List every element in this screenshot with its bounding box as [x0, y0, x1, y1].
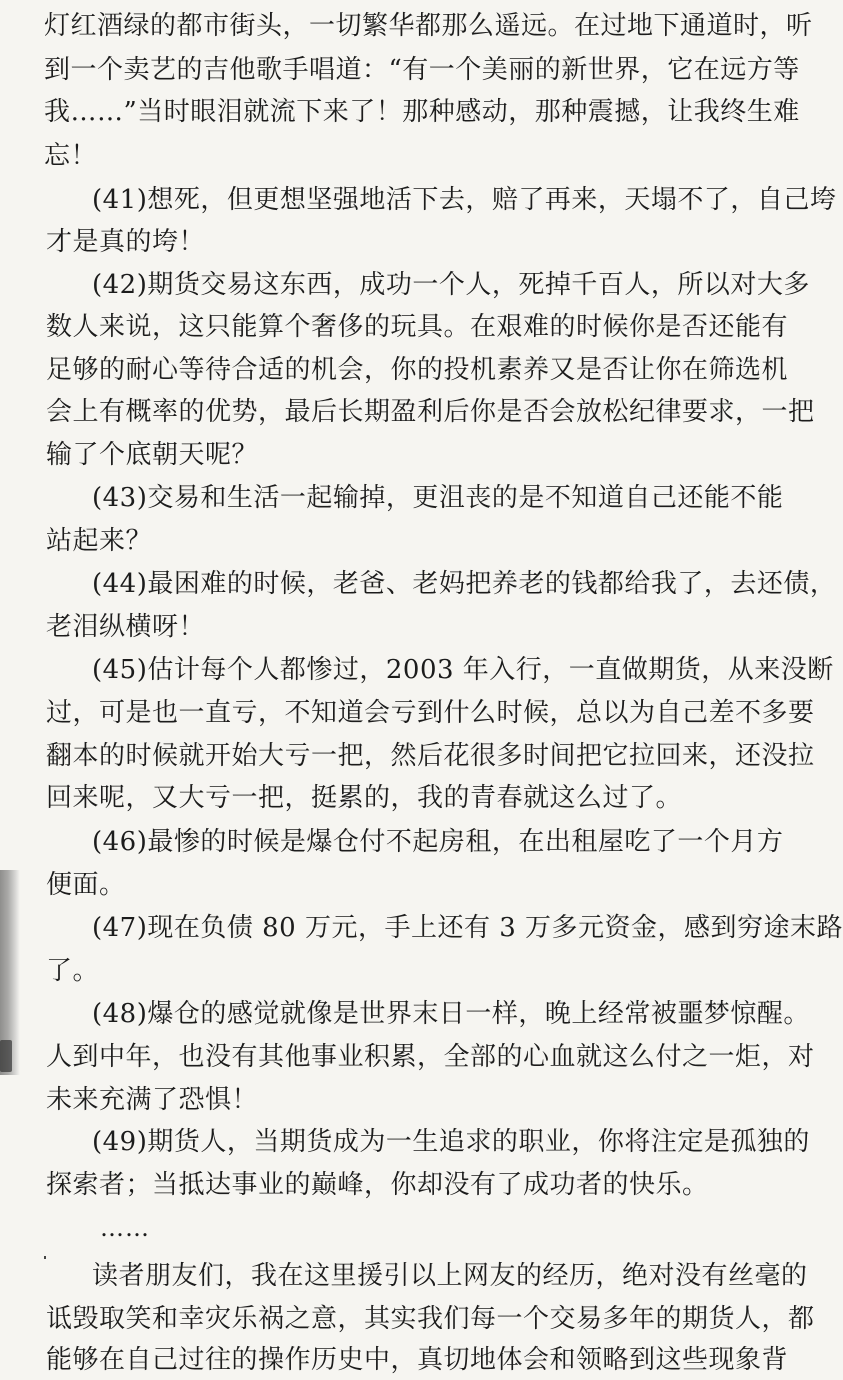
paragraph-48-line: 人到中年，也没有其他事业积累，全部的心血就这么付之一炬，对 — [46, 1042, 815, 1072]
paragraph-44-line: (44)最困难的时候，老爸、老妈把养老的钱都给我了，去还债， — [92, 569, 837, 599]
paragraph-48-line: (48)爆仓的感觉就像是世界末日一样，晚上经常被噩梦惊醒。 — [92, 999, 810, 1029]
closing-line: 读者朋友们，我在这里援引以上网友的经历，绝对没有丝毫的 — [92, 1261, 808, 1291]
paragraph-45-line: 过，可是也一直亏，不知道会亏到什么时候，总以为自己差不多要 — [46, 698, 815, 728]
paragraph-48-line: 未来充满了恐惧！ — [46, 1085, 259, 1115]
paragraph-47-line: 了。 — [46, 956, 100, 986]
paragraph-41-line: (41)想死，但更想坚强地活下去，赔了再来，天塌不了，自己垮 — [92, 185, 837, 215]
paragraph-43-line: 站起来？ — [46, 526, 153, 556]
paragraph-42-line: (42)期货交易这东西，成功一个人，死掉千百人，所以对大多 — [92, 270, 810, 300]
paragraph-45-line: 翻本的时候就开始大亏一把，然后花很多时间把它拉回来，还没拉 — [46, 741, 815, 771]
paragraph-45-line: (45)估计每个人都惨过，2003 年入行，一直做期货，从来没断 — [92, 655, 834, 685]
intro-line: 灯红酒绿的都市街头，一切繁华都那么遥远。在过地下通道时，听 — [44, 11, 813, 41]
paragraph-46-line: (46)最惨的时候是爆仓付不起房租，在出租屋吃了一个月方 — [92, 827, 784, 857]
closing-line: 诋毁取笑和幸灾乐祸之意，其实我们每一个交易多年的期货人，都 — [46, 1304, 815, 1334]
intro-line: 我……”当时眼泪就流下来了！那种感动，那种震撼，让我终生难 — [44, 97, 800, 127]
paragraph-42-line: 输了个底朝天呢？ — [46, 440, 259, 470]
intro-line: 到一个卖艺的吉他歌手唱道：“有一个美丽的新世界，它在远方等 — [44, 55, 800, 85]
intro-line: 忘！ — [44, 141, 98, 171]
paragraph-46-line: 便面。 — [46, 870, 126, 900]
paragraph-49-line: (49)期货人，当期货成为一生追求的职业，你将注定是孤独的 — [92, 1127, 810, 1157]
paragraph-43-line: (43)交易和生活一起输掉，更沮丧的是不知道自己还能不能 — [92, 483, 784, 513]
paragraph-42-line: 数人来说，这只能算个奢侈的玩具。在艰难的时候你是否还能有 — [46, 312, 789, 342]
paragraph-49-line: 探索者；当抵达事业的巅峰，你却没有了成功者的快乐。 — [46, 1170, 709, 1200]
paragraph-47-line: (47)现在负债 80 万元，手上还有 3 万多元资金，感到穷途末路 — [92, 913, 843, 943]
paragraph-42-line: 会上有概率的优势，最后长期盈利后你是否会放松纪律要求，一把 — [46, 397, 815, 427]
scan-speck — [44, 1256, 46, 1259]
paragraph-45-line: 回来呢，又大亏一把，挺累的，我的青春就这么过了。 — [46, 783, 683, 813]
paragraph-41-line: 才是真的垮！ — [46, 227, 206, 257]
paragraph-42-line: 足够的耐心等待合适的机会，你的投机素养又是否让你在筛选机 — [46, 355, 789, 385]
ellipsis: …… — [100, 1214, 150, 1242]
closing-line: 能够在自己过往的操作历史中，真切地体会和领略到这些现象背 — [46, 1345, 789, 1375]
margin-binding-mark — [0, 1040, 12, 1072]
paragraph-44-line: 老泪纵横呀！ — [46, 612, 206, 642]
